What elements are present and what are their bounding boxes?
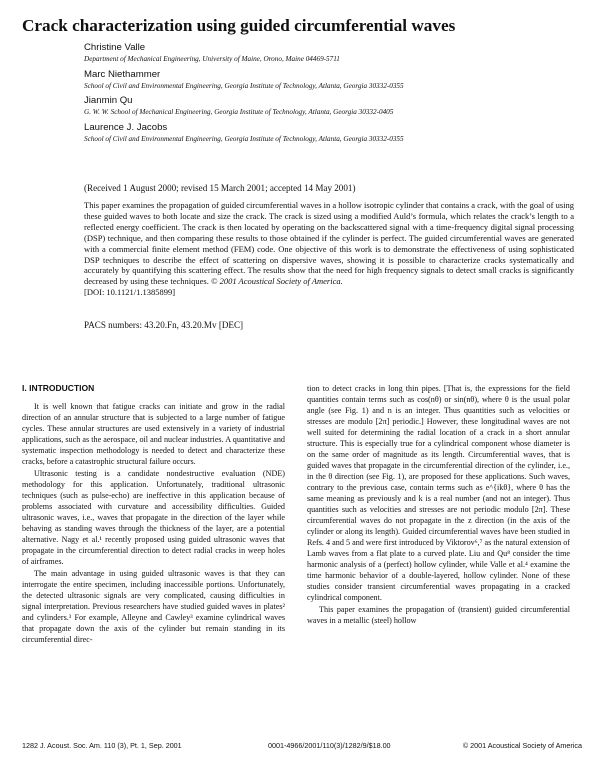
section-heading: I. INTRODUCTION: [22, 383, 95, 393]
author-name: Christine Valle: [84, 42, 146, 53]
pacs-numbers: PACS numbers: 43.20.Fn, 43.20.Mv [DEC]: [84, 320, 244, 330]
author-affiliation: G. W. W. School of Mechanical Engineering, Georgia Institute of Technology, Atlanta, Georgia 30332-0405: [84, 108, 394, 116]
author-list: [84, 42, 574, 148]
footer-journal: 1282 J. Acoust. Soc. Am. 110 (3), Pt. 1, Sep. 2001: [22, 741, 182, 750]
author-block: [84, 69, 574, 92]
body-paragraph: This paper examines the propagation of (transient) guided circumferential waves in a metallic (steel) hollow: [307, 605, 570, 625]
author-block: [84, 95, 574, 118]
abstract-body: This paper examines the propagation of guided circumferential waves in a hollow isotropic cylinder that contains a crack, with the goal of using these guided waves to both locate and size the crack. The crack is sized using a modified Auld’s formula, which relates the crack’s length to a reflected energy coefficient. The crack is then located by operating on the backscattered signal with a time-frequency digital signal processing (DSP) technique, and then comparing these results to those obtained if the cylinder is perfect. The guided circumferential waves are generated with a commercial finite element method (FEM) code. One objective of this work is to demonstrate the effectiveness of using sophisticated DSP techniques to describe the effect of scattering on dispersive waves, showing it is possible to characterize cracks systematically and accurately by quantifying this scattering effect. The results show that the need for high frequency signals to detect small cracks is significantly decreased by using these techniques.: [84, 200, 574, 287]
body-paragraph: It is well known that fatigue cracks can initiate and grow in the radial direction of an annular structure that is subjected to a large number of fatigue cycles. These annular structures are used extensively in a variety of industrial applications, such as the aerospace, oil and nuclear industries. A quantitative and systematic inspection methodology is needed to detect and characterize these cracks, before a catastrophic structural failure occurs.: [22, 402, 285, 466]
author-name: Jianmin Qu: [84, 95, 133, 106]
author-affiliation: School of Civil and Environmental Engineering, Georgia Institute of Technology, Atlanta, Georgia 30332-0355: [84, 81, 404, 90]
left-column: [22, 383, 285, 646]
footer-doi: 0001-4966/2001/110(3)/1282/9/$18.00: [268, 741, 391, 750]
body-paragraph: tion to detect cracks in long thin pipes. [That is, the expressions for the field quantities contain terms such as cos(nθ) or sin(nθ), where θ is the usual polar angle (see Fig. 1) and n is an integer. Thus quantities such as velocities or stresses are modulo [2π] periodic.] However, these longitudinal waves are not well suited for determining the radial location of a crack in a short annular structure. This is especially true for a cylindrical component whose diameter is on the same order of magnitude as its length. Circumferential waves, that is guided waves that propagate in the circumferential direction of the cylinder, i.e., in the θ direction (see Fig. 1), are proposed for these applications. Such waves, contrary to the previous case, contain terms such as e^{ikθ}, where θ has the same meaning as previously and k is a real number (and not an integer). Thus quantities such as velocities and stresses are not periodic modulo [2π]. These circumferential waves do not propagate in the z direction (in the axis of the cylinder or along its length). Guided circumferential waves have been studied in Refs. 4 and 5 and were first introduced by Viktorov⁶,⁷ as the natural extension of Lamb waves from a flat plate to a curved plate. Liu and Qu⁸ consider the time harmonic analysis of a (perfect) hollow cylinder, while Valle et al.⁴ examine the time harmonic behavior of a double-layered, hollow cylinder. None of these studies consider transient circumferential waves propagating in a cracked cylindrical component.: [307, 384, 570, 602]
author-block: [84, 42, 574, 65]
right-column: [307, 383, 570, 627]
author-affiliation: Department of Mechanical Engineering, University of Maine, Orono, Maine 04469-5711: [84, 55, 340, 63]
author-name: Marc Niethammer: [84, 68, 161, 80]
paper-title: Crack characterization using guided circumferential waves: [22, 16, 456, 35]
body-paragraph: Ultrasonic testing is a candidate nondestructive evaluation (NDE) methodology for this application. Unfortunately, traditional ultrasonic techniques (such as pulse-echo) are ineffective in this application because of problems associated with curvature and accessibility difficulties. Guided ultrasonic waves, i.e., waves that propagate in the direction of the layer while behaving as standing waves through the thickness of the layer, are a potential alternative. Nagy et al.¹ recently proposed using guided ultrasonic waves that propagate in the circumferential direction to detect radial cracks in weep holes of airframes.: [22, 469, 285, 566]
author-name: Laurence J. Jacobs: [84, 121, 168, 133]
abstract-copyright: © 2001 Acoustical Society of America.: [211, 276, 343, 287]
abstract-doi: [DOI: 10.1121/1.1385899]: [84, 287, 176, 298]
body-paragraph: The main advantage in using guided ultrasonic waves is that they can interrogate the entire specimen, including inaccessible portions. Unfortunately, the detected ultrasonic signals are very complicated, causing difficulties in signal interpretation. Previous researchers have studied guided waves in plates² and cylinders.³ For example, Alleyne and Cawley³ examine cylindrical waves that propagate down the axis of the cylinder but remain standing in its circumferential direc-: [22, 569, 285, 644]
abstract: [84, 200, 574, 298]
author-block: [84, 122, 574, 145]
footer-copyright: © 2001 Acoustical Society of America: [462, 741, 582, 750]
received-dates: (Received 1 August 2000; revised 15 March 2001; accepted 14 May 2001): [84, 183, 356, 193]
author-affiliation: School of Civil and Environmental Engineering, Georgia Institute of Technology, Atlanta, Georgia 30332-0355: [84, 134, 404, 143]
